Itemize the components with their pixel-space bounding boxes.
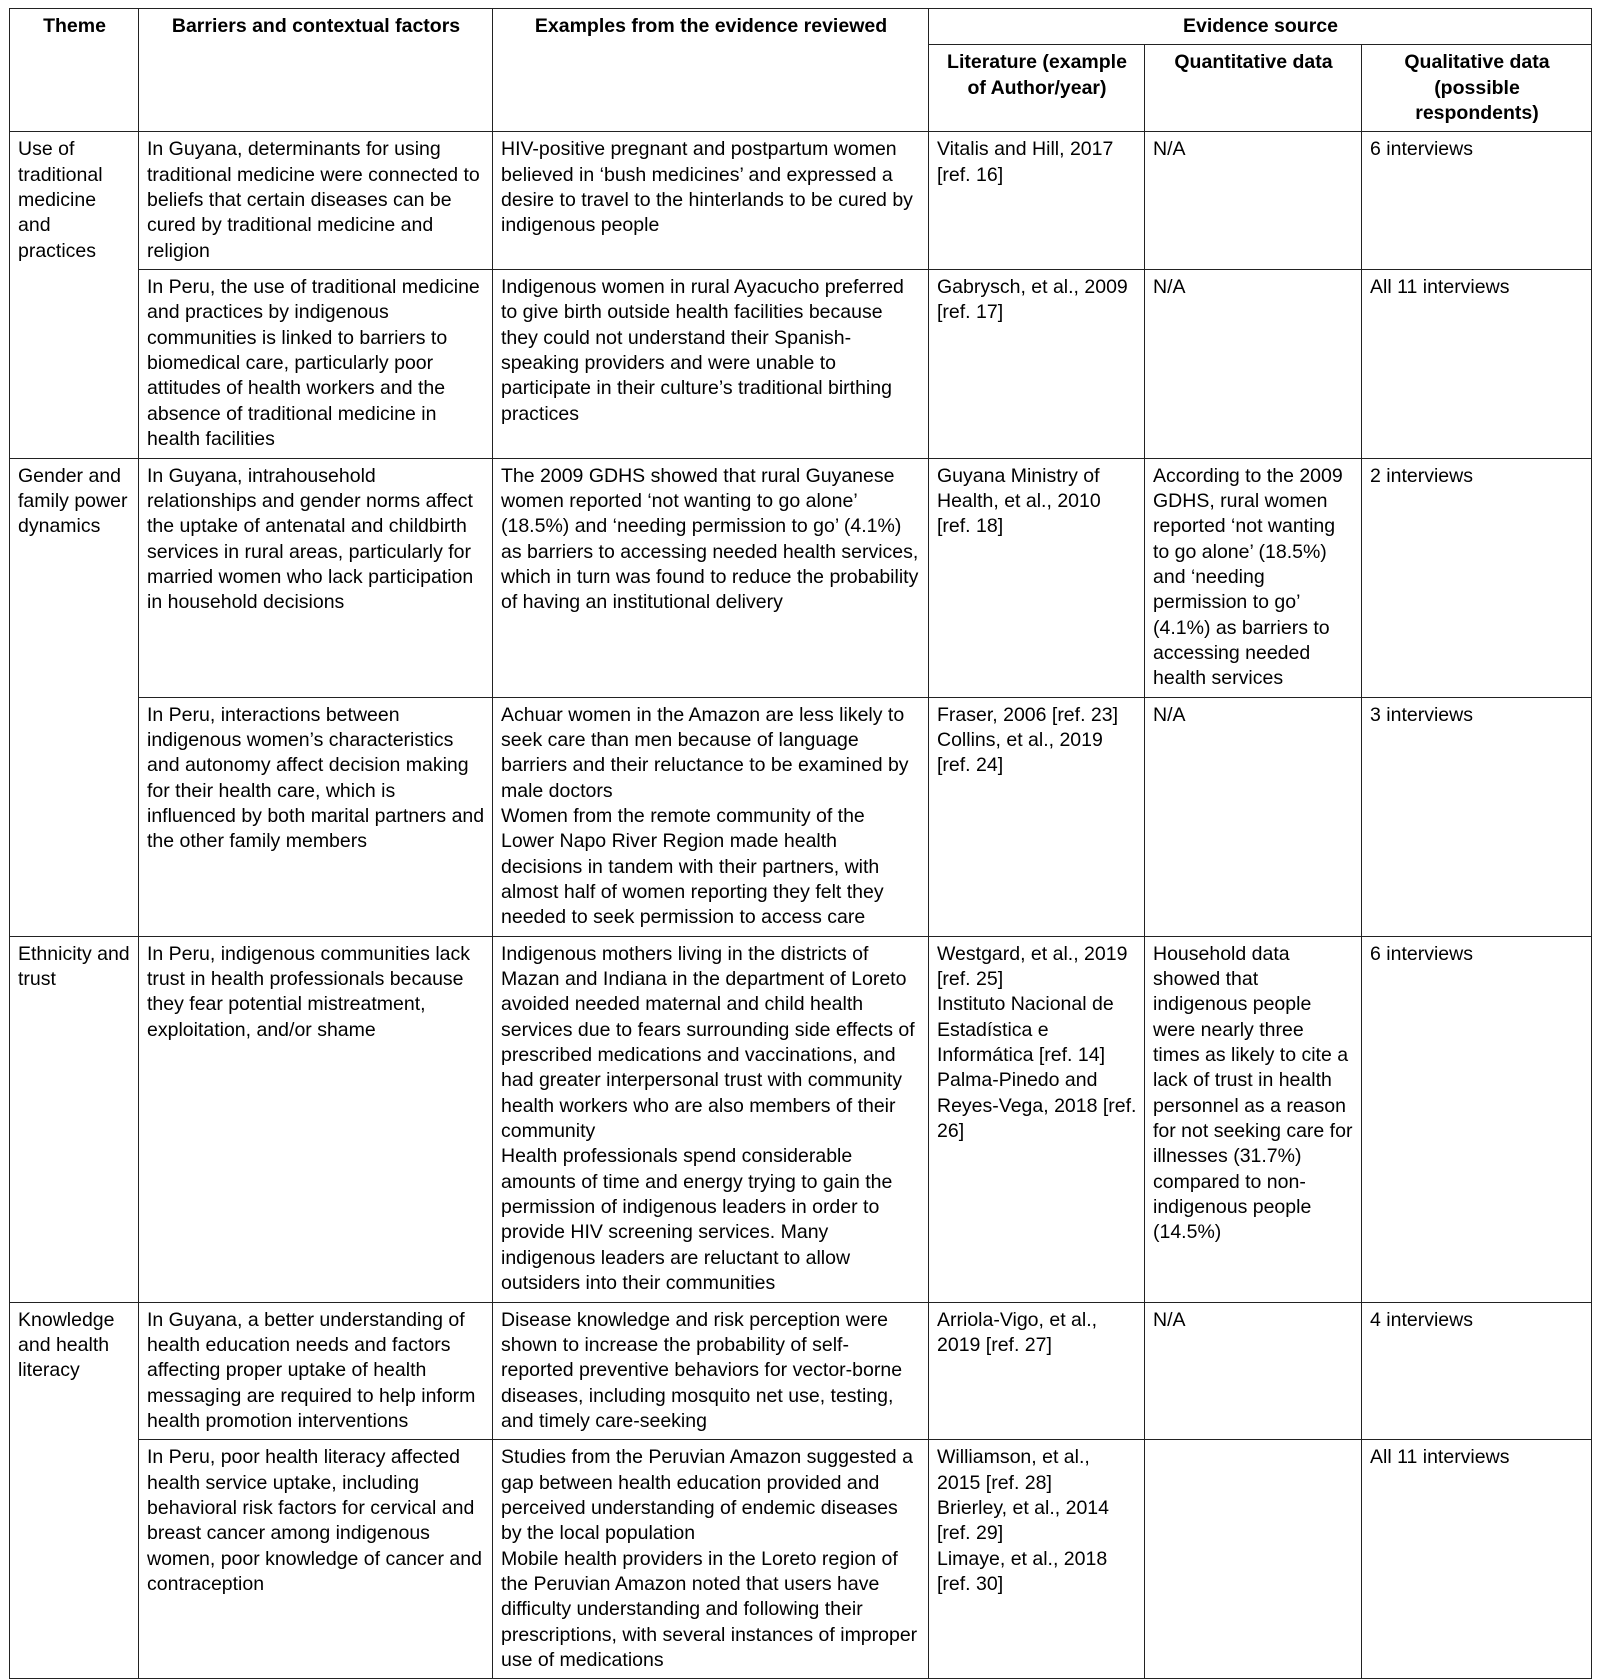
table-row bbox=[10, 936, 1592, 1302]
literature-cell bbox=[929, 936, 1145, 1302]
quantitative-cell bbox=[1145, 1440, 1362, 1679]
column-header-theme: Theme bbox=[10, 9, 139, 132]
column-header-quantitative: Quantitative data bbox=[1145, 45, 1362, 132]
cell-paragraph: Guyana Ministry of Health, et al., 2010 [ref. 18] bbox=[937, 464, 1101, 538]
qualitative-cell: 2 interviews bbox=[1362, 458, 1592, 697]
qualitative-cell: 6 interviews bbox=[1362, 132, 1592, 270]
barriers-cell: In Guyana, determinants for using traditional medicine were connected to beliefs that certain diseases can be cured by traditional medicine and religion bbox=[139, 132, 493, 270]
barriers-cell: In Guyana, a better understanding of health education needs and factors affecting proper uptake of health messaging are required to help inform health promotion interventions bbox=[139, 1302, 493, 1440]
quantitative-cell: N/A bbox=[1145, 1302, 1362, 1440]
barriers-cell: In Peru, indigenous communities lack trust in health professionals because they fear potential mistreatment, exploitation, and/or shame bbox=[139, 936, 493, 1302]
qualitative-cell: 6 interviews bbox=[1362, 936, 1592, 1302]
examples-cell bbox=[493, 132, 929, 270]
table-header bbox=[10, 9, 1592, 132]
cell-paragraph: Disease knowledge and risk perception were shown to increase the probability of self-reported preventive behaviors for vector-borne diseases, including mosquito net use, testing, and timely care-seeking bbox=[501, 1308, 903, 1432]
barriers-cell: In Peru, poor health literacy affected health service uptake, including behavioral risk factors for cervical and breast cancer among indigenous women, poor knowledge of cancer and contraception bbox=[139, 1440, 493, 1679]
column-header-evidence-source: Evidence source bbox=[929, 9, 1592, 45]
examples-cell bbox=[493, 270, 929, 458]
cell-paragraph: Health professionals spend considerable amounts of time and energy trying to gain the permission of indigenous leaders in order to provide HIV screening services. Many indigenous leaders are reluctant to allow outsiders into their communities bbox=[501, 1145, 893, 1295]
cell-paragraph: Palma-Pinedo and Reyes-Vega, 2018 [ref. 26] bbox=[937, 1069, 1137, 1143]
theme-cell: Use of traditional medicine and practices bbox=[10, 132, 139, 458]
cell-paragraph: Women from the remote community of the Lower Napo River Region made health decisions in tandem with their partners, with almost half of women reporting they felt they needed to seek permission to access care bbox=[501, 804, 884, 929]
cell-paragraph: Westgard, et al., 2019 [ref. 25] bbox=[937, 942, 1128, 991]
examples-cell bbox=[493, 697, 929, 936]
table-row bbox=[10, 270, 1592, 458]
cell-paragraph: Studies from the Peruvian Amazon suggested a gap between health education provided and perceived understanding of endemic diseases by the local population bbox=[501, 1446, 913, 1545]
literature-cell bbox=[929, 1302, 1145, 1440]
cell-paragraph: Williamson, et al., 2015 [ref. 28] bbox=[937, 1446, 1090, 1494]
cell-paragraph: Arriola-Vigo, et al., 2019 [ref. 27] bbox=[937, 1308, 1098, 1356]
header-row-primary bbox=[10, 9, 1592, 45]
qualitative-cell: All 11 interviews bbox=[1362, 1440, 1592, 1679]
table-row bbox=[10, 458, 1592, 697]
cell-paragraph: HIV-positive pregnant and postpartum women believed in ‘bush medicines’ and expressed a desire to travel to the hinterlands to be cured by indigenous people bbox=[501, 138, 913, 237]
column-header-examples: Examples from the evidence reviewed bbox=[493, 9, 929, 132]
cell-paragraph: Brierley, et al., 2014 [ref. 29] bbox=[937, 1496, 1109, 1545]
literature-cell bbox=[929, 1440, 1145, 1679]
theme-cell: Ethnicity and trust bbox=[10, 936, 139, 1302]
barriers-cell: In Guyana, intrahousehold relationships and gender norms affect the uptake of antenatal and childbirth services in rural areas, particularly for married women who lack participation in household decisions bbox=[139, 458, 493, 697]
cell-paragraph: Instituto Nacional de Estadística e Informática [ref. 14] bbox=[937, 993, 1114, 1067]
cell-paragraph: Achuar women in the Amazon are less likely to seek care than men because of language barriers and their reluctance to be examined by male doctors bbox=[501, 703, 909, 802]
cell-paragraph: Vitalis and Hill, 2017 [ref. 16] bbox=[937, 138, 1114, 186]
cell-paragraph: Collins, et al., 2019 [ref. 24] bbox=[937, 728, 1103, 777]
table-body bbox=[10, 132, 1592, 1679]
theme-cell: Gender and family power dynamics bbox=[10, 458, 139, 936]
cell-paragraph: Gabrysch, et al., 2009 [ref. 17] bbox=[937, 276, 1128, 324]
table-row bbox=[10, 1440, 1592, 1679]
quantitative-cell: N/A bbox=[1145, 132, 1362, 270]
quantitative-cell: N/A bbox=[1145, 697, 1362, 936]
qualitative-cell: 3 interviews bbox=[1362, 697, 1592, 936]
examples-cell bbox=[493, 458, 929, 697]
quantitative-cell: According to the 2009 GDHS, rural women reported ‘not wanting to go alone’ (18.5%) and ‘needing permission to go’ (4.1%) as barriers to accessing needed health services bbox=[1145, 458, 1362, 697]
cell-paragraph: Fraser, 2006 [ref. 23] bbox=[937, 703, 1119, 726]
literature-cell bbox=[929, 458, 1145, 697]
examples-cell bbox=[493, 936, 929, 1302]
table-row bbox=[10, 132, 1592, 270]
literature-cell bbox=[929, 270, 1145, 458]
qualitative-cell: 4 interviews bbox=[1362, 1302, 1592, 1440]
barriers-cell: In Peru, interactions between indigenous women’s characteristics and autonomy affect decision making for their health care, which is influenced by both marital partners and the other family members bbox=[139, 697, 493, 936]
cell-paragraph: Indigenous women in rural Ayacucho preferred to give birth outside health facilities because they could not understand their Spanish-speaking providers and were unable to participate in their culture’s traditional birthing practices bbox=[501, 276, 904, 425]
column-header-barriers: Barriers and contextual factors bbox=[139, 9, 493, 132]
table-row bbox=[10, 1302, 1592, 1440]
table-row bbox=[10, 697, 1592, 936]
column-header-qualitative: Qualitative data (possible respondents) bbox=[1362, 45, 1592, 132]
literature-cell bbox=[929, 697, 1145, 936]
examples-cell bbox=[493, 1302, 929, 1440]
cell-paragraph: Mobile health providers in the Loreto region of the Peruvian Amazon noted that users have difficulty understanding and following their prescriptions, with several instances of improper use of medications bbox=[501, 1547, 918, 1671]
quantitative-cell: N/A bbox=[1145, 270, 1362, 458]
cell-paragraph: Indigenous mothers living in the districts of Mazan and Indiana in the department of Loreto avoided needed maternal and child health services due to fears surrounding side effects of prescribed medications and vaccinations, and had greater interpersonal trust with community health workers who are also members of their community bbox=[501, 942, 915, 1143]
qualitative-cell: All 11 interviews bbox=[1362, 270, 1592, 458]
theme-cell: Knowledge and health literacy bbox=[10, 1302, 139, 1679]
cell-paragraph: The 2009 GDHS showed that rural Guyanese women reported ‘not wanting to go alone’ (18.5%) and ‘needing permission to go’ (4.1%) as barriers to accessing needed health services, which in turn was found to reduce the probability of having an institutional delivery bbox=[501, 464, 919, 614]
cell-paragraph: Limaye, et al., 2018 [ref. 30] bbox=[937, 1547, 1108, 1595]
examples-cell bbox=[493, 1440, 929, 1679]
quantitative-cell: Household data showed that indigenous people were nearly three times as likely to cite a lack of trust in health personnel as a reason for not seeking care for illnesses (31.7%) compared to non-indigenous people (14.5%) bbox=[1145, 936, 1362, 1302]
barriers-cell: In Peru, the use of traditional medicine and practices by indigenous communities is linked to barriers to biomedical care, particularly poor attitudes of health workers and the absence of traditional medicine in health facilities bbox=[139, 270, 493, 458]
literature-cell bbox=[929, 132, 1145, 270]
evidence-summary-table bbox=[9, 8, 1592, 1679]
column-header-literature: Literature (example of Author/year) bbox=[929, 45, 1145, 132]
